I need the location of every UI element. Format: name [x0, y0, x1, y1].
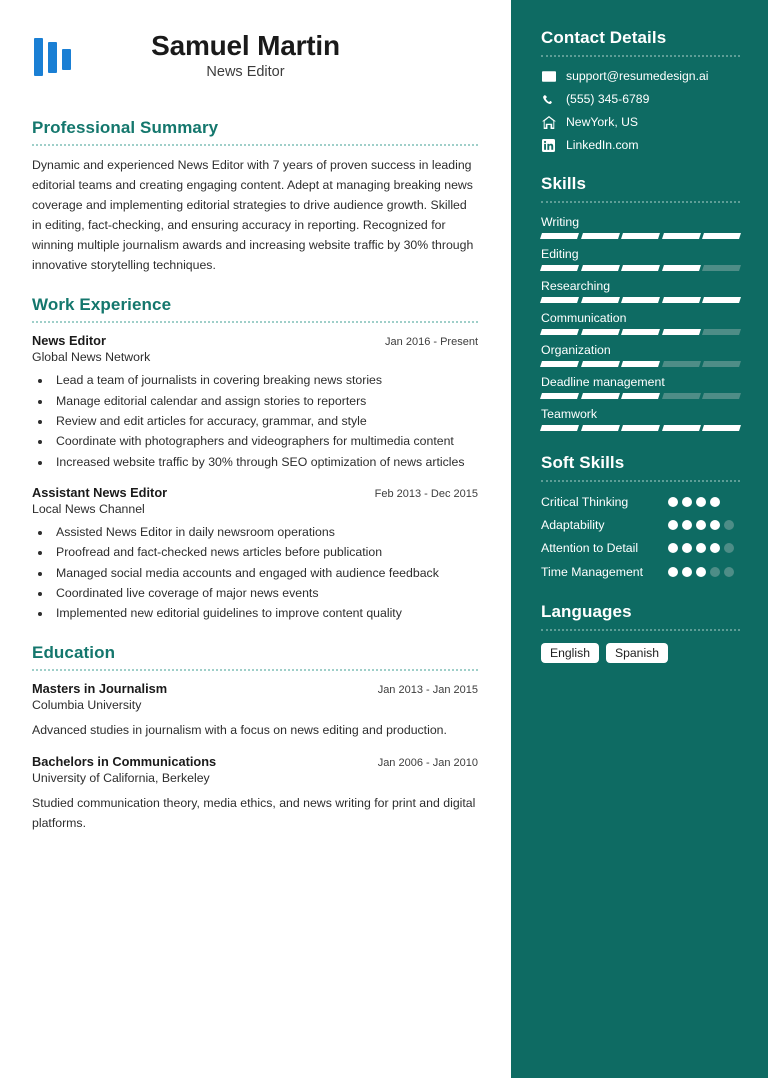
- skill-segment: [621, 425, 660, 431]
- soft-skill-rating: [668, 540, 740, 553]
- soft-skill-row: [541, 540, 740, 556]
- summary-text: Dynamic and experienced News Editor with 7 years of proven success in leading editorial teams and creating engaging content. Adept at managing breaking news coverage and implementing editorial strategies to drive audience growth. Skilled in editing, fact-checking, and ensuring accuracy in reporting. Recognized for winning multiple journalism awards and increasing website traffic by 30% through innovative storytelling techniques.: [32, 158, 474, 272]
- soft-skill-rating: [668, 494, 740, 507]
- soft-skill-dot: [682, 567, 692, 577]
- section-work-experience: [32, 295, 478, 623]
- experience-bullet: • Implemented new editorial guidelines to improve content quality: [52, 604, 478, 623]
- sidebar-skills-block: [541, 174, 740, 431]
- sidebar-soft-skills-block: [541, 453, 740, 580]
- soft-skill-dot: [710, 497, 720, 507]
- soft-skill-label: Adaptability: [541, 518, 605, 533]
- experience-job-title: News Editor: [32, 333, 106, 349]
- sidebar-contact-block: [541, 28, 740, 152]
- contact-row[interactable]: [541, 138, 740, 152]
- skill-level-bar: [541, 233, 740, 239]
- candidate-name: Samuel Martin: [151, 30, 340, 61]
- language-badge: English: [541, 643, 599, 663]
- soft-skill-rating: [668, 517, 740, 530]
- soft-skill-dot: [696, 567, 706, 577]
- soft-skill-rating: [668, 564, 740, 577]
- skill-segment: [621, 393, 660, 399]
- skill-segment: [581, 297, 620, 303]
- section-professional-summary: [32, 118, 478, 275]
- soft-skill-dot: [710, 543, 720, 553]
- skill-label: Editing: [541, 247, 579, 261]
- skill-segment: [621, 265, 660, 271]
- skill-segment: [581, 265, 620, 271]
- section-title: Education: [32, 643, 116, 663]
- education-degree: Masters in Journalism: [32, 681, 168, 697]
- soft-skill-dot: [668, 497, 678, 507]
- skill-segment: [540, 329, 579, 335]
- contact-row[interactable]: [541, 69, 740, 83]
- skill-segment: [662, 297, 701, 303]
- contact-value: NewYork, US: [566, 115, 639, 129]
- education-entry-header: [32, 754, 478, 769]
- soft-skill-row: [541, 494, 740, 510]
- soft-skill-dot: [696, 520, 706, 530]
- experience-entry-header: [32, 333, 478, 348]
- experience-list: [32, 333, 478, 623]
- skill-segment: [702, 361, 741, 367]
- section-title: Work Experience: [32, 295, 172, 315]
- education-description: Advanced studies in journalism with a focus on news editing and production.: [32, 723, 447, 738]
- contact-value: LinkedIn.com: [566, 138, 639, 152]
- education-entry: [32, 754, 478, 833]
- skill-segment: [702, 393, 741, 399]
- language-badge: Spanish: [606, 643, 668, 663]
- skill-segment: [621, 329, 660, 335]
- skill-label: Organization: [541, 343, 611, 357]
- education-entry-header: [32, 681, 478, 696]
- soft-skill-label: Critical Thinking: [541, 495, 629, 509]
- soft-skill-dot: [724, 520, 734, 530]
- experience-date-range: Jan 2016 - Present: [385, 336, 478, 349]
- education-school: Columbia University: [32, 698, 142, 713]
- experience-company: Local News Channel: [32, 501, 145, 516]
- skill-label: Communication: [541, 311, 627, 325]
- skill-segment: [540, 233, 579, 239]
- soft-skills-list: [541, 494, 740, 580]
- sidebar-section-title: Skills: [541, 174, 587, 193]
- section-divider: [32, 321, 478, 323]
- skill-segment: [702, 425, 741, 431]
- soft-skill-dot: [668, 567, 678, 577]
- experience-bullet-list: [52, 523, 478, 623]
- skill-segment: [702, 297, 741, 303]
- soft-skill-dot: [682, 520, 692, 530]
- skill-row: [541, 343, 740, 367]
- soft-skill-row: [541, 564, 740, 580]
- education-entry: [32, 681, 478, 741]
- home-icon: [541, 116, 556, 129]
- contact-value: (555) 345-6789: [566, 92, 650, 106]
- skill-level-bar: [541, 393, 740, 399]
- candidate-role: News Editor: [206, 64, 285, 81]
- brand-logo-icon: [34, 38, 71, 76]
- skill-segment: [702, 265, 741, 271]
- skill-segment: [540, 265, 579, 271]
- skill-row: [541, 279, 740, 303]
- sidebar: [511, 0, 768, 1078]
- skill-row: [541, 375, 740, 399]
- skill-segment: [581, 361, 620, 367]
- soft-skill-dot: [682, 543, 692, 553]
- skill-segment: [581, 329, 620, 335]
- skill-segment: [621, 361, 660, 367]
- skill-label: Teamwork: [541, 407, 598, 421]
- skill-segment: [581, 425, 620, 431]
- skill-level-bar: [541, 265, 740, 271]
- skill-segment: [662, 361, 701, 367]
- contact-row[interactable]: [541, 115, 740, 129]
- education-list: [32, 681, 478, 833]
- experience-bullet: • Increased website traffic by 30% through SEO optimization of news articles: [52, 453, 478, 472]
- experience-bullet: • Assisted News Editor in daily newsroom operations: [52, 523, 478, 542]
- experience-company: Global News Network: [32, 350, 151, 365]
- education-school: University of California, Berkeley: [32, 771, 210, 786]
- section-divider: [32, 144, 478, 146]
- experience-date-range: Feb 2013 - Dec 2015: [374, 487, 478, 500]
- experience-bullet: • Manage editorial calendar and assign stories to reporters: [52, 392, 478, 411]
- soft-skill-dot: [710, 520, 720, 530]
- skill-label: Writing: [541, 215, 580, 229]
- soft-skill-dot: [668, 543, 678, 553]
- languages-list: [541, 643, 740, 663]
- resume-header: [32, 30, 478, 98]
- skills-list: [541, 215, 740, 431]
- experience-bullet-list: [52, 371, 478, 471]
- skill-label: Researching: [541, 279, 611, 293]
- experience-job-title: Assistant News Editor: [32, 484, 168, 500]
- sidebar-divider: [541, 55, 740, 57]
- experience-bullet: • Coordinated live coverage of major news events: [52, 584, 478, 603]
- skill-segment: [540, 425, 579, 431]
- skill-label: Deadline management: [541, 375, 665, 389]
- education-date-range: Jan 2006 - Jan 2010: [377, 757, 478, 770]
- soft-skill-dot: [710, 567, 720, 577]
- experience-bullet: • Coordinate with photographers and videographers for multimedia content: [52, 432, 478, 451]
- skill-segment: [540, 297, 579, 303]
- skill-segment: [662, 329, 701, 335]
- sidebar-section-title: Contact Details: [541, 28, 667, 47]
- soft-skill-dot: [724, 543, 734, 553]
- experience-bullet: • Proofread and fact-checked news articles before publication: [52, 543, 478, 562]
- section-title: Professional Summary: [32, 118, 219, 137]
- experience-entry-header: [32, 485, 478, 500]
- skill-row: [541, 247, 740, 271]
- skill-row: [541, 407, 740, 431]
- soft-skill-dot: [668, 520, 678, 530]
- soft-skill-dot: [696, 543, 706, 553]
- contact-list: [541, 69, 740, 152]
- sidebar-divider: [541, 201, 740, 203]
- soft-skill-dot: [696, 497, 706, 507]
- soft-skill-dot: [682, 497, 692, 507]
- experience-bullet: • Review and edit articles for accuracy, grammar, and style: [52, 412, 478, 431]
- skill-level-bar: [541, 297, 740, 303]
- envelope-icon: [541, 71, 556, 82]
- sidebar-section-title: Languages: [541, 601, 632, 621]
- skill-segment: [621, 233, 660, 239]
- skill-row: [541, 311, 740, 335]
- experience-entry: [32, 333, 478, 471]
- soft-skill-label: Attention to Detail: [541, 541, 639, 556]
- skill-level-bar: [541, 425, 740, 431]
- skill-level-bar: [541, 329, 740, 335]
- sidebar-divider: [541, 629, 740, 631]
- education-description: Studied communication theory, media ethics, and news writing for print and digital platforms.: [32, 796, 476, 830]
- skill-segment: [662, 393, 701, 399]
- soft-skill-dot: [724, 567, 734, 577]
- sidebar-section-title: Soft Skills: [541, 453, 625, 472]
- phone-icon: [541, 93, 556, 106]
- skill-segment: [662, 425, 701, 431]
- linkedin-icon: [541, 139, 556, 152]
- sidebar-divider: [541, 480, 740, 482]
- contact-row[interactable]: [541, 92, 740, 106]
- skill-row: [541, 215, 740, 239]
- education-date-range: Jan 2013 - Jan 2015: [377, 684, 478, 697]
- skill-level-bar: [541, 361, 740, 367]
- skill-segment: [540, 393, 579, 399]
- experience-entry: [32, 485, 478, 623]
- soft-skill-label: Time Management: [541, 564, 644, 579]
- experience-bullet: • Managed social media accounts and engaged with audience feedback: [52, 564, 478, 583]
- skill-segment: [581, 233, 620, 239]
- skill-segment: [702, 233, 741, 239]
- experience-bullet: • Lead a team of journalists in covering breaking news stories: [52, 371, 478, 390]
- soft-skill-row: [541, 517, 740, 533]
- section-divider: [32, 669, 478, 671]
- skill-segment: [621, 297, 660, 303]
- skill-segment: [662, 233, 701, 239]
- skill-segment: [662, 265, 701, 271]
- education-degree: Bachelors in Communications: [32, 754, 217, 770]
- contact-value: support@resumedesign.ai: [566, 69, 709, 83]
- name-block: [71, 30, 478, 80]
- skill-segment: [540, 361, 579, 367]
- sidebar-languages-block: [541, 602, 740, 663]
- section-education: [32, 643, 478, 833]
- skill-segment: [702, 329, 741, 335]
- skill-segment: [581, 393, 620, 399]
